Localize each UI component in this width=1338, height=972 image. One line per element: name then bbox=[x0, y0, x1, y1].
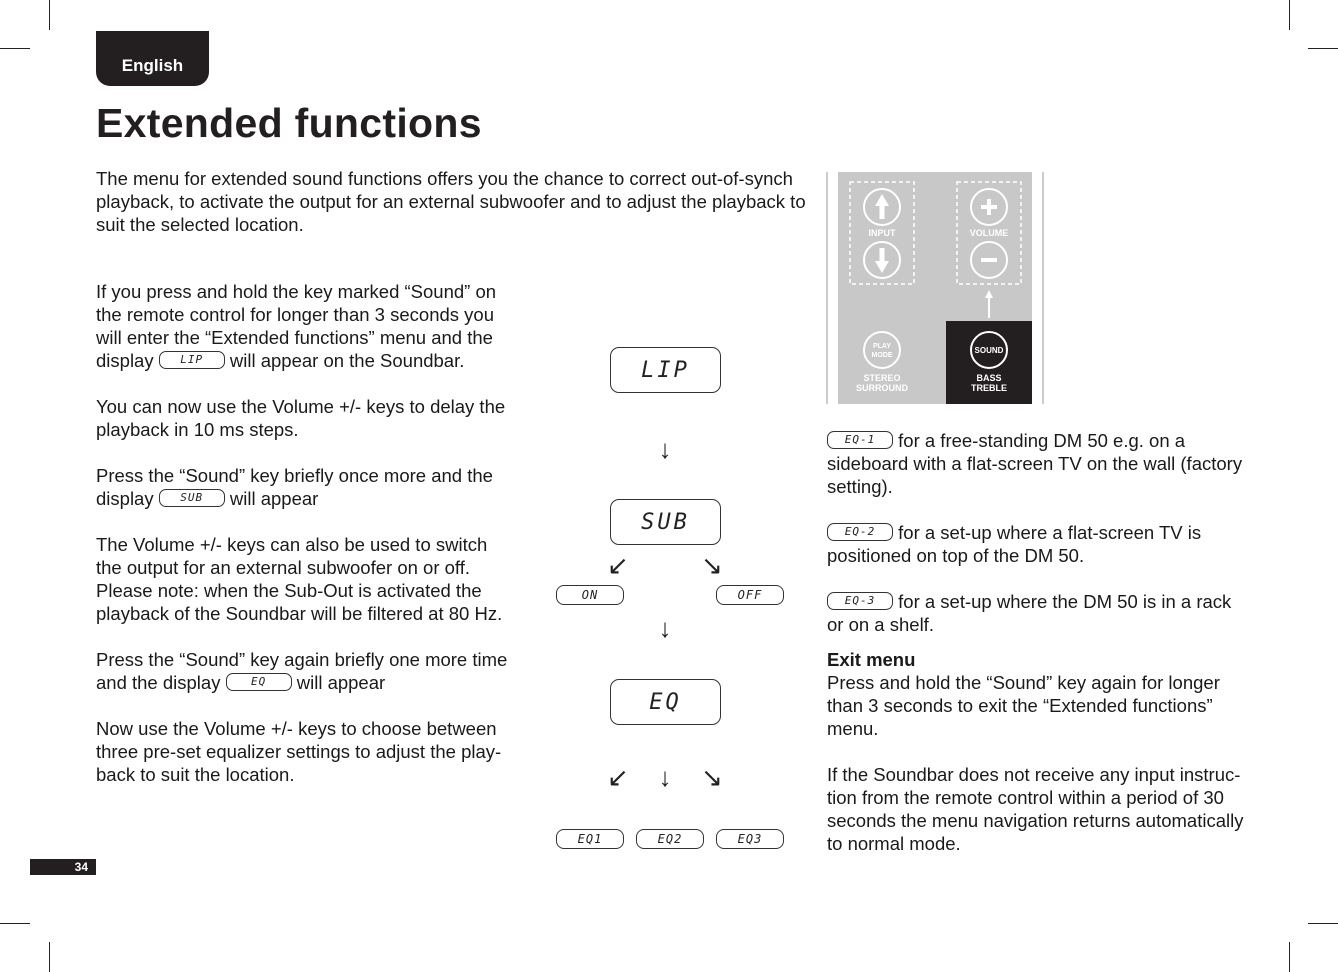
eq2-description: EQ-2 for a set-up where a flat-screen TV is positioned on top of the DM 50. bbox=[827, 522, 1202, 566]
exit-menu-heading: Exit menu bbox=[827, 649, 916, 670]
language-tab[interactable]: English bbox=[96, 31, 209, 86]
eq3-pill: EQ-3 bbox=[827, 592, 893, 610]
crop-mark bbox=[49, 942, 50, 972]
arrow-down-left-icon: ↙ bbox=[607, 550, 629, 580]
option-on: ON bbox=[556, 585, 624, 605]
crop-mark bbox=[1289, 0, 1290, 30]
eq3-description: EQ-3 for a set-up where the DM 50 is in a rack or on a shelf. bbox=[827, 591, 1232, 635]
lip-display-pill: LIP bbox=[159, 351, 225, 369]
option-eq2: EQ2 bbox=[636, 829, 704, 849]
arrow-down-left-icon: ↙ bbox=[607, 762, 629, 792]
display-sub: SUB bbox=[610, 499, 721, 545]
treble-label: TREBLE bbox=[971, 383, 1007, 393]
arrow-down-right-icon: ↘ bbox=[701, 762, 723, 792]
timeout-text: If the Soundbar does not receive any input instruc-tion from the remote control within a period of 30 seconds the menu navigation returns automatically to normal mode. bbox=[827, 764, 1244, 854]
remote-control-illustration bbox=[826, 172, 1044, 404]
crop-mark bbox=[1308, 48, 1338, 49]
option-eq3: EQ3 bbox=[716, 829, 784, 849]
surround-label: SURROUND bbox=[855, 383, 909, 393]
arrow-down-icon: ↓ bbox=[658, 762, 672, 792]
paragraph-sub: Press the “Sound” key briefly once more and the display SUB will appear bbox=[96, 465, 493, 509]
page-number: 34 bbox=[30, 859, 96, 875]
eq1-description: EQ-1 for a free-standing DM 50 e.g. on a sideboard with a flat-screen TV on the wall (factory setting). bbox=[827, 430, 1243, 497]
eq1-pill: EQ-1 bbox=[827, 431, 893, 449]
eq2-pill: EQ-2 bbox=[827, 523, 893, 541]
svg-text:PLAY: PLAY bbox=[872, 343, 892, 350]
display-lip: LIP bbox=[610, 347, 721, 393]
option-eq1: EQ1 bbox=[556, 829, 624, 849]
volume-label: VOLUME bbox=[969, 228, 1009, 238]
paragraph-subwoofer: The Volume +/- keys can also be used to switch the output for an external subwoofer on or off. Please note: when the Sub-Out is activated the playback of the Soundbar will be filtered at 80 Hz. bbox=[96, 534, 503, 624]
display-eq: EQ bbox=[610, 679, 721, 725]
arrow-down-icon: ↓ bbox=[658, 434, 672, 464]
arrow-down-icon: ↓ bbox=[658, 613, 672, 643]
arrow-down-right-icon: ↘ bbox=[701, 550, 723, 580]
crop-mark bbox=[49, 0, 50, 30]
crop-mark bbox=[0, 48, 30, 49]
crop-mark bbox=[0, 923, 30, 924]
left-column bbox=[96, 280, 516, 809]
sub-display-pill: SUB bbox=[159, 489, 225, 507]
intro-text: The menu for extended sound functions offers you the chance to correct out-of-synch playback, to activate the output for an external subwoofer and to adjust the playback to suit the selected location. bbox=[96, 168, 806, 235]
exit-menu-text: Press and hold the “Sound” key again for longer than 3 seconds to exit the “Extended functions” menu. bbox=[827, 672, 1220, 739]
crop-mark bbox=[1308, 923, 1338, 924]
svg-text:SOUND: SOUND bbox=[974, 346, 1004, 355]
paragraph-enter-menu: If you press and hold the key marked “Sound” on the remote control for longer than 3 seconds you will enter the “Extended functions” menu and the display LIP will appear on the Soundbar. bbox=[96, 281, 497, 371]
svg-text:MODE: MODE bbox=[871, 352, 893, 359]
right-column bbox=[827, 429, 1247, 878]
paragraph-eq: Press the “Sound” key again briefly one more time and the display EQ will appear bbox=[96, 649, 508, 693]
eq-display-pill: EQ bbox=[226, 673, 292, 691]
option-off: OFF bbox=[716, 585, 784, 605]
stereo-label: STEREO bbox=[863, 373, 901, 383]
bass-label: BASS bbox=[976, 373, 1002, 383]
paragraph-delay: You can now use the Volume +/- keys to delay the playback in 10 ms steps. bbox=[96, 396, 506, 440]
input-label: INPUT bbox=[868, 228, 896, 238]
paragraph-equalizer: Now use the Volume +/- keys to choose between three pre-set equalizer settings to adjust the play-back to suit the location. bbox=[96, 718, 502, 785]
crop-mark bbox=[1289, 942, 1290, 972]
page-title: Extended functions bbox=[96, 100, 482, 146]
